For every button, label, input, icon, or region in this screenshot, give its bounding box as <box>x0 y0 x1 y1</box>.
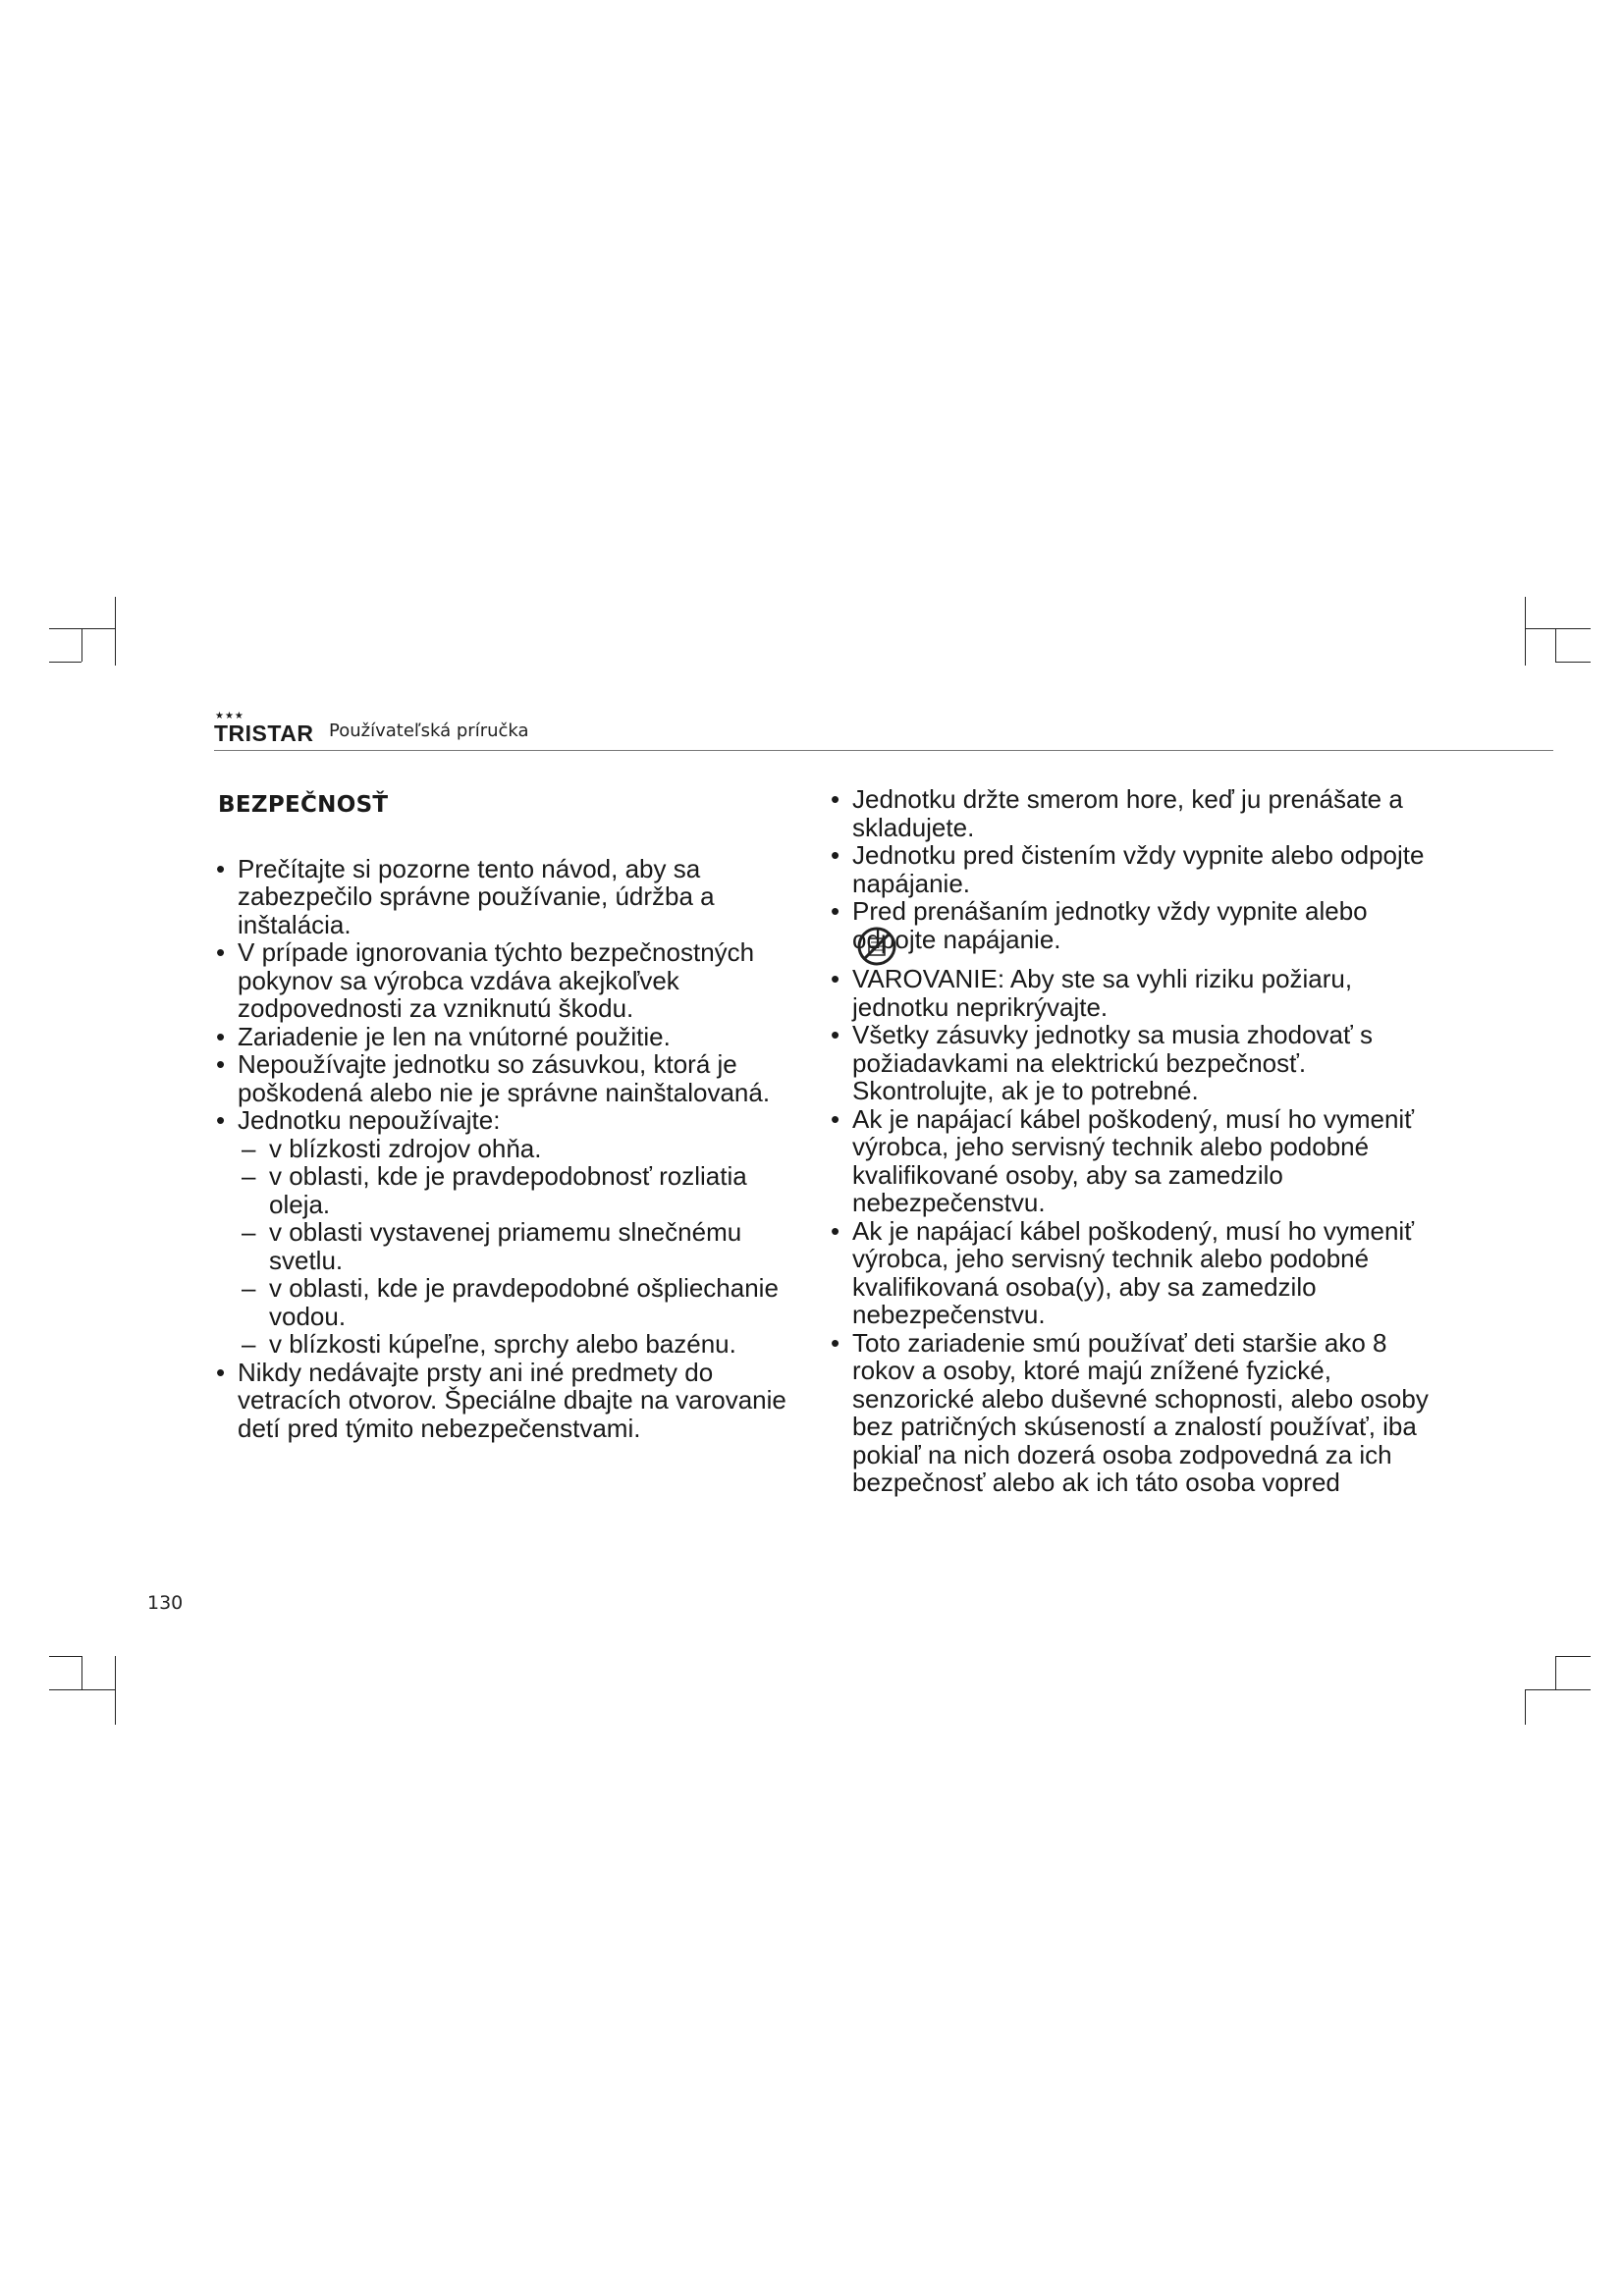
header-rule <box>214 750 1553 751</box>
right-column <box>829 785 1437 1497</box>
page-header <box>214 711 1553 750</box>
sub-list-item: – v oblasti, kde je pravdepodobné ošpliechanie vodou. <box>242 1273 779 1331</box>
list-item: • Toto zariadenie smú používať deti staršie ako 8 rokov a osoby, ktoré majú znížené fyzické, senzorické alebo duševné schopnosti, alebo osoby bez patričných skúseností a znalostí používať, iba pokiaľ na nich dozerá osoba zodpovedná za ich bezpečnosť alebo ak ich táto osoba vopred <box>829 1329 1437 1497</box>
list-item: • V prípade ignorovania týchto bezpečnostných pokynov sa výrobca vzdáva akejkoľvek zodpovednosti za vzniknutú škodu. <box>214 938 813 1023</box>
tristar-logo <box>214 711 324 748</box>
list-item: • Zariadenie je len na vnútorné použitie. <box>214 1023 813 1051</box>
warning-item <box>829 965 1437 1021</box>
list-item: • Pred prenášaním jednotky vždy vypnite alebo odpojte napájanie. <box>829 897 1437 953</box>
list-item: • Nepoužívajte jednotku so zásuvkou, ktorá je poškodená alebo nie je správne nainštalovaná. <box>214 1050 813 1106</box>
list-item: • Jednotku pred čistením vždy vypnite alebo odpojte napájanie. <box>829 841 1437 897</box>
sub-list-item: – v oblasti, kde je pravdepodobnosť rozliatia oleja. <box>242 1161 747 1219</box>
sub-list-item: – v oblasti vystavenej priamemu slnečnému svetlu. <box>242 1217 742 1275</box>
sub-list-item: – v blízkosti zdrojov ohňa. <box>242 1133 542 1163</box>
section-heading: BEZPEČNOSŤ <box>218 792 389 818</box>
list-item: • Jednotku nepoužívajte: <box>214 1106 813 1135</box>
warning-text: • VAROVANIE: Aby ste sa vyhli riziku požiaru, jednotku neprikrývajte. <box>829 965 1437 1021</box>
left-column <box>214 785 813 1442</box>
manual-title: Používateľská príručka <box>329 721 529 741</box>
page-number: 130 <box>147 1592 184 1614</box>
logo-brand: TRISTAR <box>214 721 314 746</box>
list-item: • Nikdy nedávajte prsty ani iné predmety do vetracích otvorov. Špeciálne dbajte na varovanie detí pred týmito nebezpečenstvami. <box>214 1359 813 1443</box>
do-not-cover-icon <box>856 926 897 967</box>
sub-list-item: – v blízkosti kúpeľne, sprchy alebo bazénu. <box>242 1329 736 1359</box>
logo-stars: ★★★ <box>215 711 244 721</box>
list-item: • Ak je napájací kábel poškodený, musí ho vymeniť výrobca, jeho servisný technik alebo podobné kvalifikovaná osoba(y), aby sa zamedzilo nebezpečenstvu. <box>829 1217 1437 1329</box>
list-item: • Jednotku držte smerom hore, keď ju prenášate a skladujete. <box>829 785 1437 841</box>
list-item: • Prečítajte si pozorne tento návod, aby sa zabezpečilo správne používanie, údržba a inštalácia. <box>214 855 813 939</box>
list-item: • Ak je napájací kábel poškodený, musí ho vymeniť výrobca, jeho servisný technik alebo podobné kvalifikované osoby, aby sa zamedzilo nebezpečenstvu. <box>829 1105 1437 1217</box>
list-item: • Všetky zásuvky jednotky sa musia zhodovať s požiadavkami na elektrickú bezpečnosť. Skontrolujte, ak je to potrebné. <box>829 1021 1437 1105</box>
